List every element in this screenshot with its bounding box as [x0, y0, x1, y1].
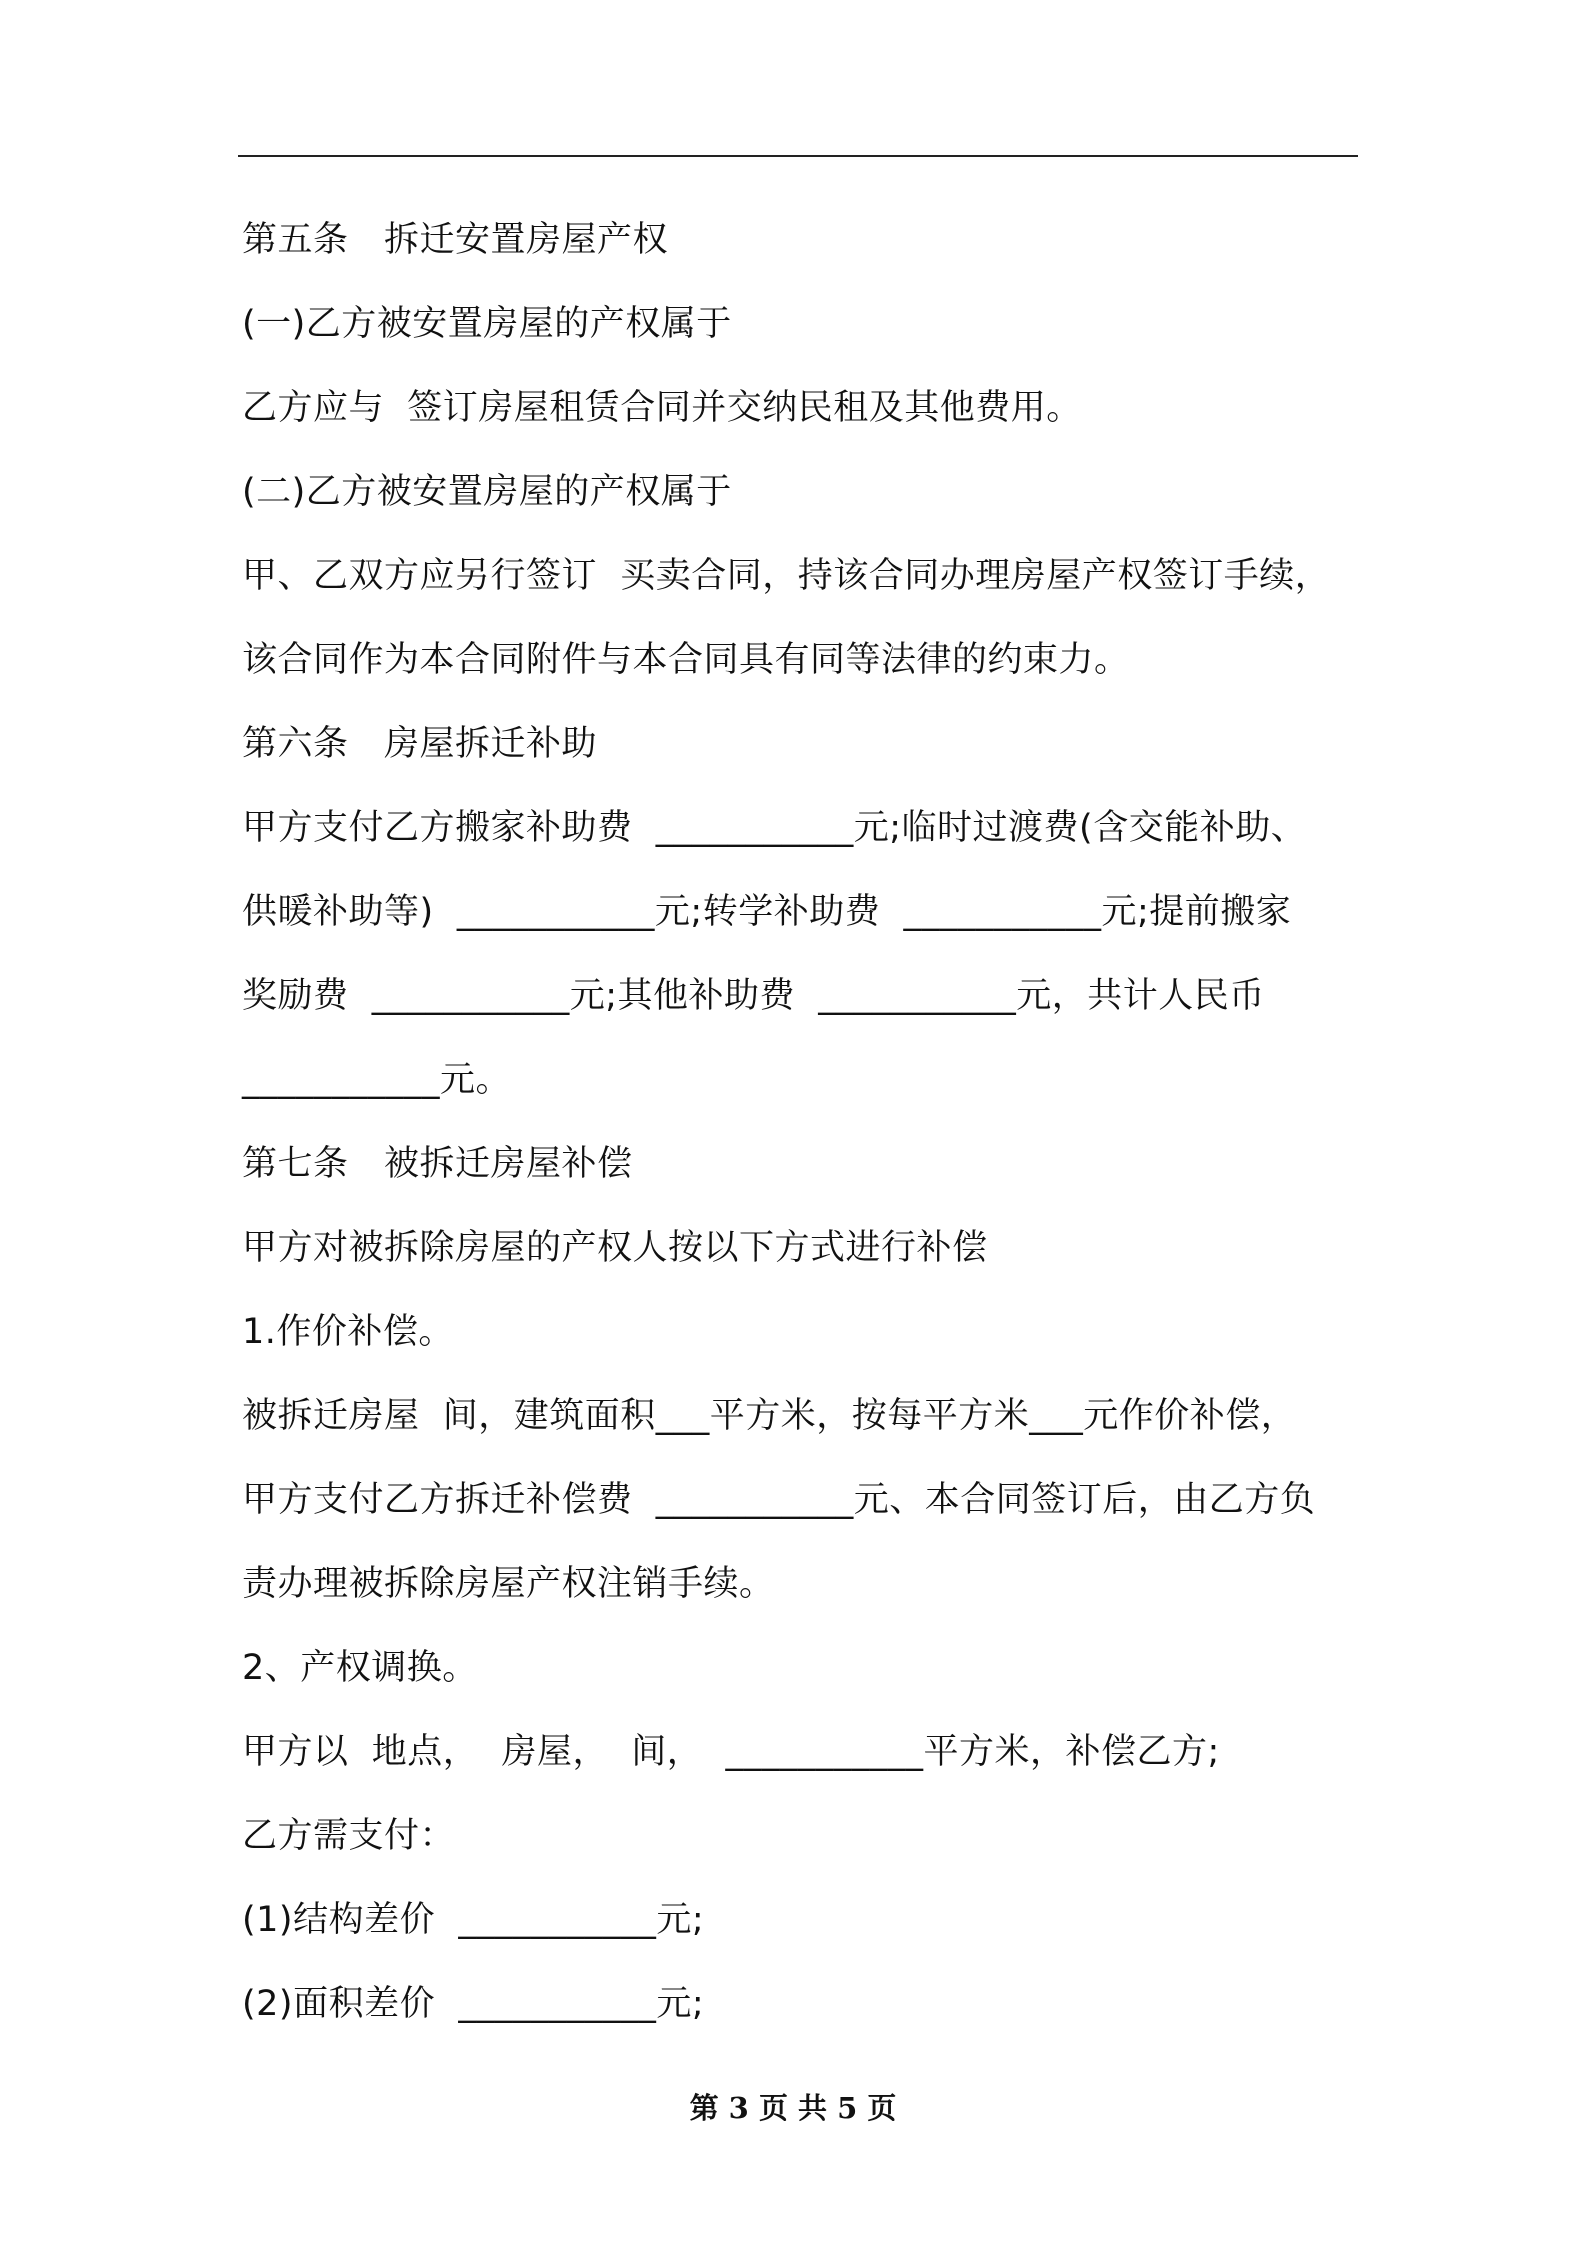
article-7-heading: 第七条 被拆迁房屋补偿: [242, 1144, 633, 1184]
paragraph-line: 甲方以 地点， 房屋， 间， ___________平方米，补偿乙方;: [242, 1732, 1220, 1772]
paragraph-line: 供暖补助等) ___________元;转学补助费 ___________元;提前搬家: [242, 892, 1292, 932]
paragraph-line: (2)面积差价 ___________元;: [242, 1984, 705, 2024]
document-body: [242, 198, 1372, 2046]
paragraph-line: 乙方需支付：: [242, 1816, 456, 1856]
paragraph-line: 甲方支付乙方搬家补助费 ___________元;临时过渡费(含交能补助、: [242, 808, 1307, 848]
paragraph-line: (二)乙方被安置房屋的产权属于: [242, 472, 732, 512]
paragraph-line: 被拆迁房屋 间，建筑面积___平方米，按每平方米___元作价补偿，: [242, 1396, 1297, 1436]
paragraph-line: 1.作价补偿。: [242, 1312, 454, 1352]
paragraph-line: 甲方支付乙方拆迁补偿费 ___________元、本合同签订后，由乙方负: [242, 1480, 1316, 1520]
paragraph-line: (1)结构差价 ___________元;: [242, 1900, 705, 1940]
paragraph-line: 该合同作为本合同附件与本合同具有同等法律的约束力。: [242, 640, 1130, 680]
paragraph-line: 甲方对被拆除房屋的产权人按以下方式进行补偿: [242, 1228, 988, 1268]
page-number-footer: 第 3 页 共 5 页: [689, 2091, 897, 2125]
header-rule: [238, 155, 1358, 157]
paragraph-line: 奖励费 ___________元;其他补助费 ___________元，共计人民币: [242, 976, 1265, 1016]
paragraph-line: 乙方应与 签订房屋租赁合同并交纳民租及其他费用。: [242, 388, 1082, 428]
paragraph-line: 甲、乙双方应另行签订 买卖合同，持该合同办理房屋产权签订手续，: [242, 556, 1331, 596]
paragraph-line: (一)乙方被安置房屋的产权属于: [242, 304, 732, 344]
paragraph-line: 责办理被拆除房屋产权注销手续。: [242, 1564, 775, 1604]
article-6-heading: 第六条 房屋拆迁补助: [242, 724, 598, 764]
paragraph-line: 2、产权调换。: [242, 1648, 478, 1688]
paragraph-line: ___________元。: [242, 1060, 512, 1100]
article-5-heading: 第五条 拆迁安置房屋产权: [242, 220, 669, 260]
